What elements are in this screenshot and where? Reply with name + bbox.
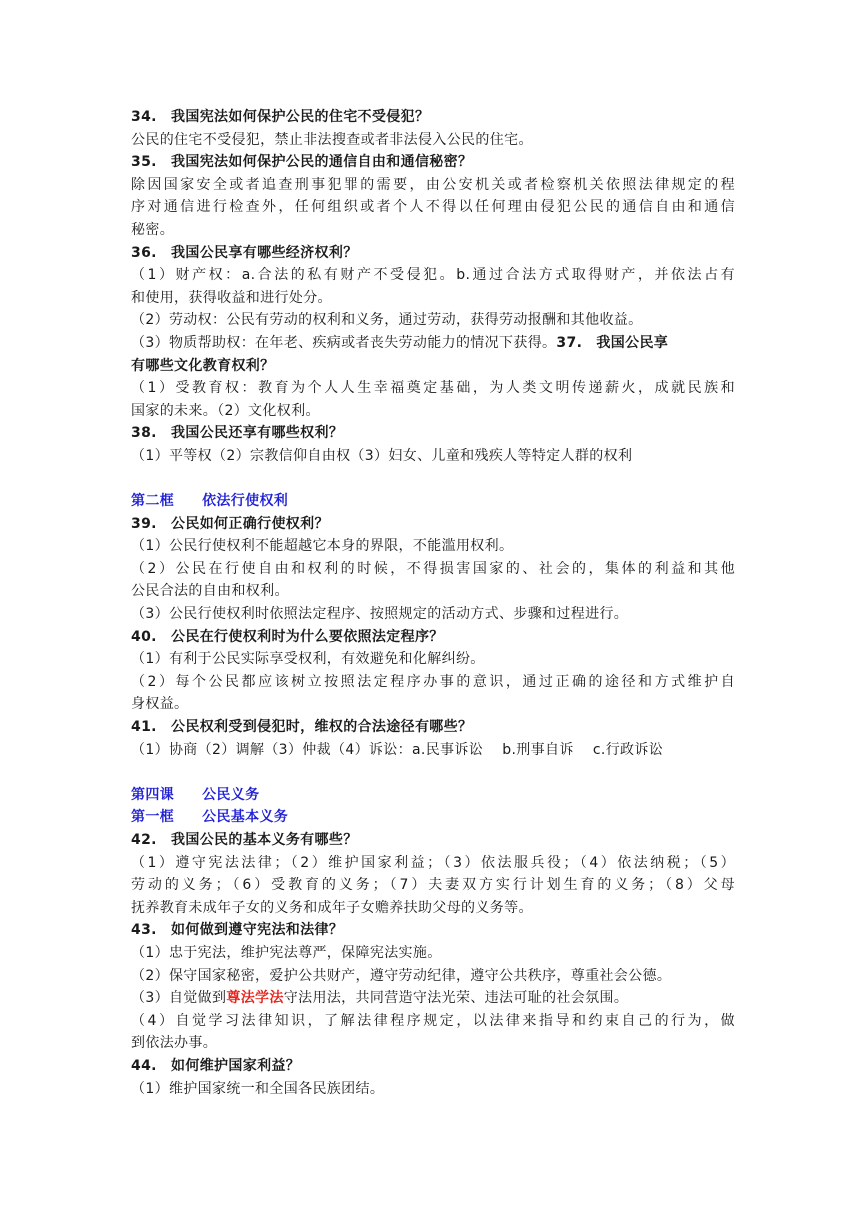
answer-line: 序对通信进行检查外，任何组织或者个人不得以任何理由侵犯公民的通信自由和通信 [131,199,735,216]
question-44: 44. 如何维护国家利益？ [131,1057,301,1074]
document-body [131,106,735,1100]
answer-line: 到依法办事。 [131,1035,218,1052]
answer-line: （1）遵守宪法法律；（2）维护国家利益；（3）依法服兵役；（4）依法纳税；（5） [131,854,735,871]
answer-line: 除因国家安全或者追查刑事犯罪的需要，由公安机关或者检察机关依照法律规定的程 [131,176,735,193]
answer-line: （1）公民行使权利不能超越它本身的界限，不能滥用权利。 [131,538,514,555]
answer-line: （1）维护国家统一和全国各民族团结。 [131,1080,385,1097]
answer-line: 国家的未来。（2）文化权利。 [131,402,320,419]
question-35: 35. 我国宪法如何保护公民的通信自由和通信秘密？ [131,154,473,171]
lesson-heading: 第四课 公民义务 [131,786,260,803]
section-heading: 第二框 依法行使权利 [131,493,289,510]
question-40: 40. 公民在行使权利时为什么要依照法定程序？ [131,628,444,645]
answer-line-highlighted: （3）自觉做到尊法学法守法用法，共同营造守法光荣、违法可耻的社会氛围。 [131,990,629,1007]
answer-line: （2）保守国家秘密，爱护公共财产，遵守劳动纪律，遵守公共秩序，尊重社会公德。 [131,967,672,984]
answer-line-with-question-37: （3）物质帮助权：在年老、疾病或者丧失劳动能力的情况下获得。37. 我国公民享 [131,332,735,355]
answer-line: （1）协商（2）调解（3）仲裁（4）诉讼：a.民事诉讼 b.刑事自诉 c.行政诉讼 [131,741,664,758]
section-heading: 第一框 公民基本义务 [131,809,289,826]
question-37-continued: 有哪些文化教育权利？ [131,357,275,374]
answer-line: （3）公民行使权利时依照法定程序、按照规定的活动方式、步骤和过程进行。 [131,606,629,623]
question-37-text-start: 我国公民享 [596,334,669,351]
question-43: 43. 如何做到遵守宪法和法律？ [131,922,344,939]
answer-line: 秘密。 [131,221,175,238]
spacer [131,761,735,784]
answer-line: 身权益。 [131,696,189,713]
answer-line: （2）每个公民都应该树立按照法定程序办事的意识，通过正确的途径和方式维护自 [131,673,735,690]
question-36: 36. 我国公民享有哪些经济权利？ [131,244,358,261]
answer-line: （1）忠于宪法，维护宪法尊严，保障宪法实施。 [131,944,442,961]
question-42: 42. 我国公民的基本义务有哪些？ [131,832,358,848]
answer-line: 劳动的义务；（6）受教育的义务；（7）夫妻双方实行计划生育的义务；（8）父母 [131,877,735,894]
answer-line: 公民的住宅不受侵犯，禁止非法搜查或者非法侵入公民的住宅。 [131,131,533,148]
answer-line: 和使用，获得收益和进行处分。 [131,289,332,306]
answer-line: （2）公民在行使自由和权利的时候，不得损害国家的、社会的，集体的利益和其他 [131,560,735,577]
answer-line: 抚养教育未成年子女的义务和成年子女赡养扶助父母的义务等。 [131,899,533,916]
answer-line: 公民合法的自由和权利。 [131,583,289,600]
spacer [131,468,735,491]
question-38: 38. 我国公民还享有哪些权利？ [131,425,344,442]
highlight-text: 尊法学法 [226,990,284,1007]
question-39: 39. 公民如何正确行使权利？ [131,515,329,532]
question-37-number: 37. [556,334,583,351]
question-41: 41. 公民权利受到侵犯时，维权的合法途径有哪些？ [131,719,473,736]
question-34: 34. 我国宪法如何保护公民的住宅不受侵犯？ [131,109,430,125]
answer-line: （1）平等权（2）宗教信仰自由权（3）妇女、儿童和残疾人等特定人群的权利 [131,447,633,464]
answer-line: （2）劳动权：公民有劳动的权利和义务，通过劳动，获得劳动报酬和其他收益。 [131,312,643,329]
answer-line: （1）有利于公民实际享受权利，有效避免和化解纠纷。 [131,651,485,668]
answer-line: （4）自觉学习法律知识，了解法律程序规定，以法律来指导和约束自己的行为，做 [131,1012,735,1029]
answer-line: （1）受教育权：教育为个人人生幸福奠定基础，为人类文明传递薪火，成就民族和 [131,380,735,397]
answer-line: （1）财产权：a.合法的私有财产不受侵犯。b.通过合法方式取得财产，并依法占有 [131,267,735,284]
